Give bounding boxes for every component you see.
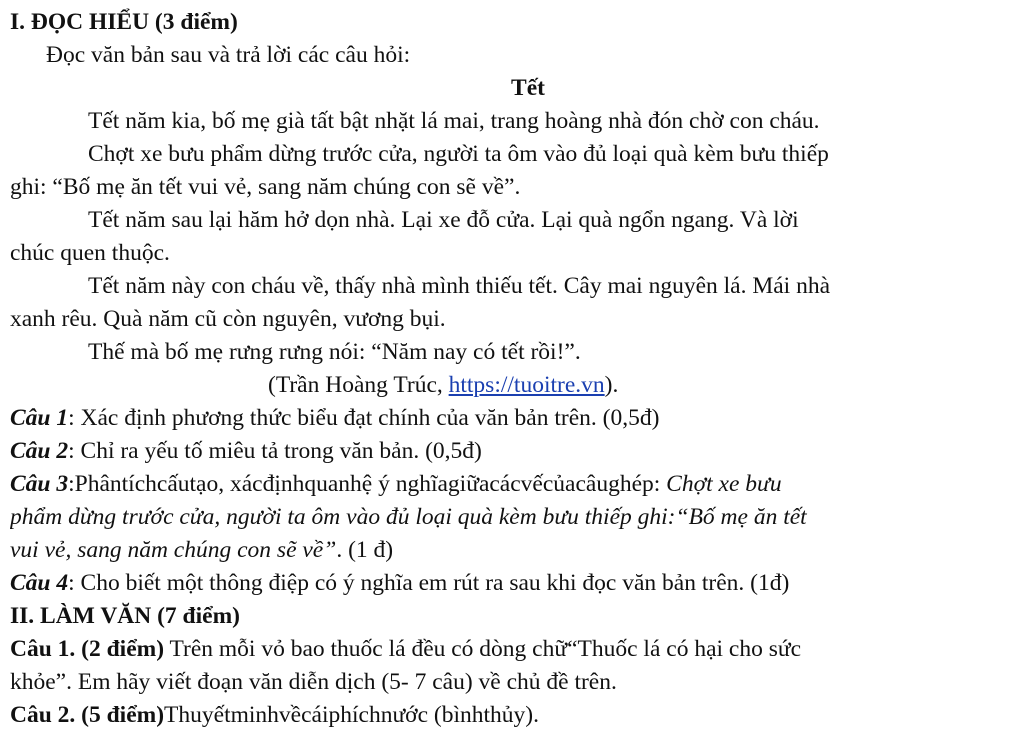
section-2-heading: II. LÀM VĂN (7 điểm) bbox=[10, 603, 240, 629]
writing-question-1-line-2: khỏe”. Em hãy viết đoạn văn diễn dịch (5- 7 câu) về chủ đề trên. bbox=[10, 669, 617, 695]
paragraph-5: Thế mà bố mẹ rưng rưng nói: “Năm nay có tết rồi!”. bbox=[88, 339, 581, 365]
question-2 bbox=[10, 435, 1016, 468]
source-suffix: ). bbox=[604, 372, 619, 398]
source-citation bbox=[10, 369, 1016, 402]
section-1-heading: I. ĐỌC HIỂU (3 điểm) bbox=[10, 9, 238, 35]
question-1-text: : Xác định phương thức biểu đạt chính của văn bản trên. (0,5đ) bbox=[68, 405, 660, 431]
question-4 bbox=[10, 567, 1016, 600]
question-3-line-3-rest: . (1 đ) bbox=[336, 537, 394, 563]
paragraph-2-line-1: Chợt xe bưu phẩm dừng trước cửa, người ta ôm vào đủ loại quà kèm bưu thiếp bbox=[88, 141, 829, 167]
paragraph-4-line-1: Tết năm này con cháu về, thấy nhà mình thiếu tết. Cây mai nguyên lá. Mái nhà bbox=[88, 273, 830, 299]
writing-question-1-text: Trên mỗi vỏ bao thuốc lá đều có dòng chữ“Thuốc lá có hại cho sức bbox=[164, 636, 802, 662]
paragraph-3-line-1: Tết năm sau lại hăm hở dọn nhà. Lại xe đỗ cửa. Lại quà ngổn ngang. Và lời bbox=[88, 207, 799, 233]
reading-instruction: Đọc văn bản sau và trả lời các câu hỏi: bbox=[46, 42, 411, 68]
question-3-italic: Chợt xe bưu bbox=[666, 471, 782, 497]
question-2-label: Câu 2 bbox=[10, 438, 69, 464]
source-prefix: (Trần Hoàng Trúc, bbox=[268, 372, 449, 398]
writing-question-2 bbox=[10, 699, 1016, 732]
writing-question-2-text: Thuyếtminhvềcáiphíchnước (bìnhthủy). bbox=[164, 702, 540, 728]
poem-title: Tết bbox=[511, 75, 545, 101]
question-1 bbox=[10, 402, 1016, 435]
question-3-line-3 bbox=[10, 534, 1016, 567]
writing-question-1-line-1 bbox=[10, 633, 1016, 666]
writing-question-2-label: Câu 2. (5 điểm) bbox=[10, 702, 165, 728]
question-1-label: Câu 1 bbox=[10, 405, 69, 431]
question-4-text: : Cho biết một thông điệp có ý nghĩa em rút ra sau khi đọc văn bản trên. (1đ) bbox=[68, 570, 790, 596]
paragraph-1: Tết năm kia, bố mẹ già tất bật nhặt lá mai, trang hoàng nhà đón chờ con cháu. bbox=[88, 108, 820, 134]
source-link[interactable]: https://tuoitre.vn bbox=[448, 372, 605, 398]
paragraph-4-line-2: xanh rêu. Quà năm cũ còn nguyên, vương bụi. bbox=[10, 306, 446, 332]
paragraph-3-line-2: chúc quen thuộc. bbox=[10, 240, 170, 266]
question-3-label: Câu 3 bbox=[10, 471, 69, 497]
paragraph-2-line-2: ghi: “Bố mẹ ăn tết vui vẻ, sang năm chúng con sẽ về”. bbox=[10, 174, 521, 200]
question-3-text: :Phântíchcấutạo, xácđịnhquanhệ ý nghĩagiữacácvếcủacâughép: bbox=[68, 471, 667, 497]
question-3-line-1 bbox=[10, 468, 1016, 501]
question-4-label: Câu 4 bbox=[10, 570, 69, 596]
question-3-line-3-italic: vui vẻ, sang năm chúng con sẽ về” bbox=[10, 537, 337, 563]
question-2-text: : Chỉ ra yếu tố miêu tả trong văn bản. (0,5đ) bbox=[68, 438, 482, 464]
question-3-line-2: phẩm dừng trước cửa, người ta ôm vào đủ loại quà kèm bưu thiếp ghi:“Bố mẹ ăn tết bbox=[10, 504, 807, 530]
writing-question-1-label: Câu 1. (2 điểm) bbox=[10, 636, 165, 662]
